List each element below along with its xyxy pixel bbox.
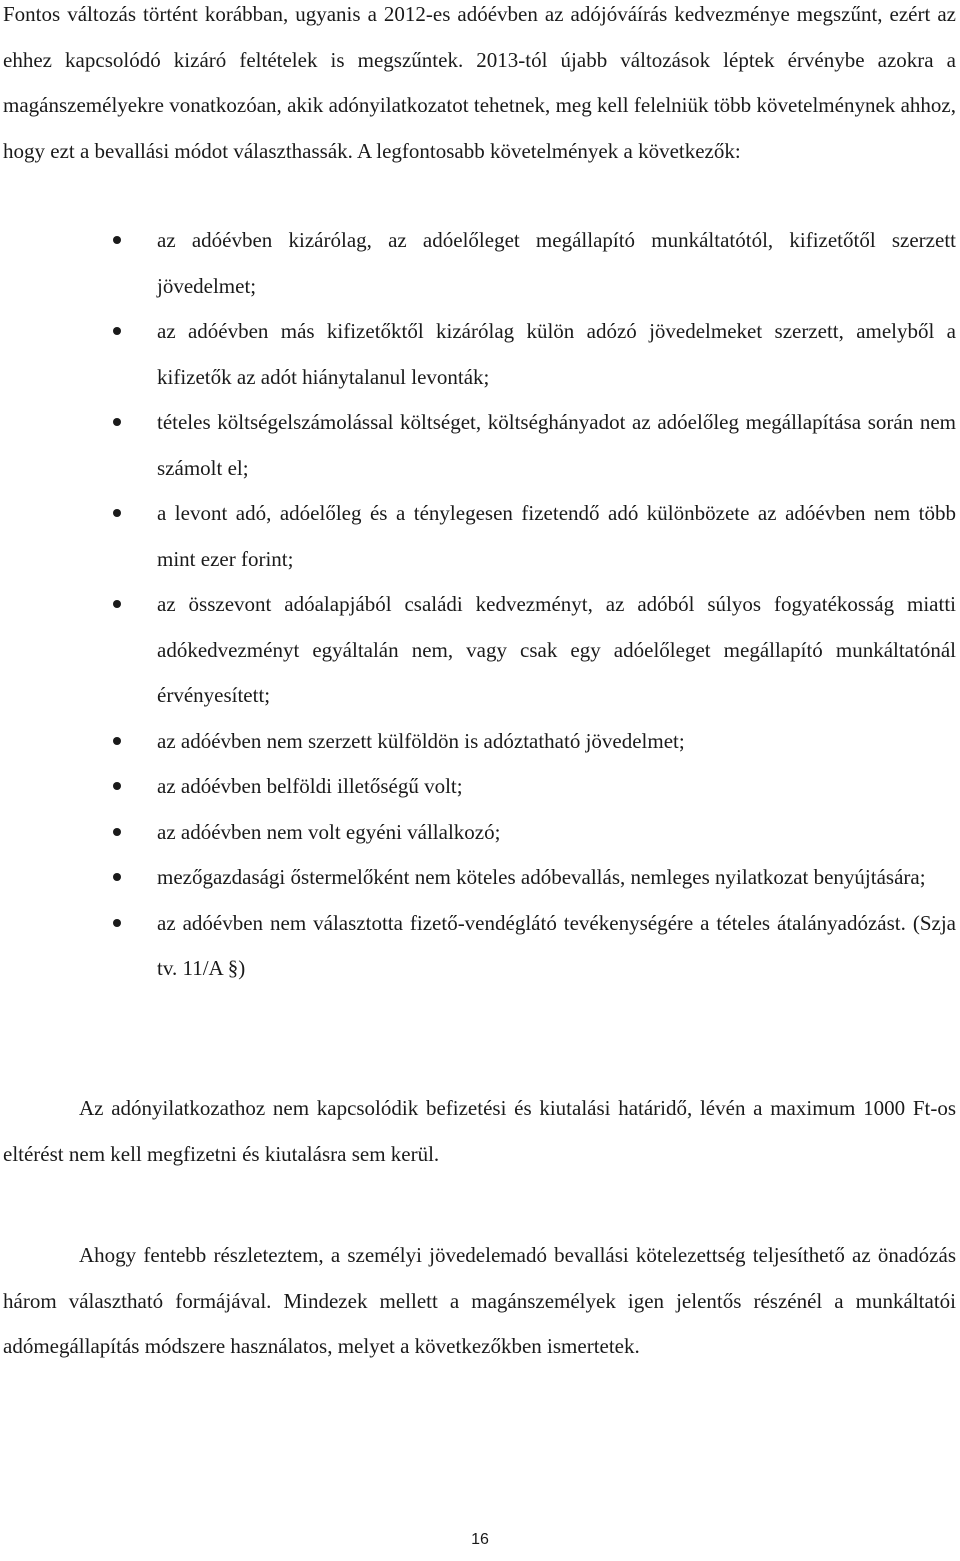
list-item-text: az adóévben nem választotta fizető-vendéglátó tevékenységére a tételes átalányadózást. (Szja tv. 11/A §) xyxy=(157,910,956,980)
list-item xyxy=(0,764,956,810)
bullet-icon xyxy=(113,919,121,927)
requirements-list xyxy=(0,218,956,992)
list-item-text: tételes költségelszámolással költséget, költséghányadot az adóelőleg megállapítása során nem számolt el; xyxy=(157,410,956,480)
list-item xyxy=(0,491,956,582)
list-item-text: az adóévben kizárólag, az adóelőleget megállapító munkáltatótól, kifizetőtől szerzett jövedelmet; xyxy=(157,228,956,298)
list-item-text: a levont adó, adóelőleg és a ténylegesen fizetendő adó különbözete az adóévben nem több mint ezer forint; xyxy=(157,501,956,571)
page-number: 16 xyxy=(471,1531,489,1548)
bullet-icon xyxy=(113,327,121,335)
list-item xyxy=(0,218,956,309)
bullet-icon xyxy=(113,600,121,608)
list-item-text: az összevont adóalapjából családi kedvezményt, az adóból súlyos fogyatékosság miatti adókedvezményt egyáltalán nem, vagy csak egy adóelőleget megállapító munkáltatónál érvényesített; xyxy=(157,592,956,707)
paragraph-deadline: Az adónyilatkozathoz nem kapcsolódik befizetési és kiutalási határidő, lévén a maximum 1000 Ft-os eltérést nem kell megfizetni és kiutalásra sem kerül. xyxy=(3,1096,956,1166)
list-item xyxy=(0,582,956,719)
intro-paragraph: Fontos változás történt korábban, ugyanis a 2012-es adóévben az adójóváírás kedvezménye megszűnt, ezért az ehhez kapcsolódó kizáró feltételek is megszűntek. 2013-tól újabb változások léptek érvénybe azokra a magánszemélyekre vonatkozóan, akik adónyilatkozatot tehetnek, meg kell felelniük több követelménynek ahhoz, hogy ezt a bevallási módot választhassák. A legfontosabb követelmények a következők: xyxy=(3,2,956,163)
bullet-icon xyxy=(113,873,121,881)
list-item-text: az adóévben nem szerzett külföldön is adóztatható jövedelmet; xyxy=(157,728,685,753)
list-item-text: mezőgazdasági őstermelőként nem köteles adóbevallás, nemleges nyilatkozat benyújtására; xyxy=(157,865,926,889)
paragraph-summary: Ahogy fentebb részleteztem, a személyi jövedelemadó bevallási kötelezettség teljesíthető az önadózás három választható formájával. Mindezek mellett a magánszemélyek igen jelentős részénél a munkáltatói adómegállapítás módszere használatos, melyet a következőkben ismertetek. xyxy=(3,1243,956,1358)
bullet-icon xyxy=(113,828,121,836)
bullet-icon xyxy=(113,737,121,745)
bullet-icon xyxy=(113,236,121,244)
bullet-icon xyxy=(113,418,121,426)
list-item-text: az adóévben más kifizetőktől kizárólag külön adózó jövedelmeket szerzett, amelyből a kifizetők az adót hiánytalanul levonták; xyxy=(157,319,956,389)
bullet-icon xyxy=(113,782,121,790)
list-item-text: az adóévben belföldi illetőségű volt; xyxy=(157,774,463,798)
list-item xyxy=(0,855,956,901)
list-item xyxy=(0,901,956,992)
list-item xyxy=(0,810,956,856)
list-item xyxy=(0,719,956,765)
bullet-icon xyxy=(113,509,121,517)
list-item-text: az adóévben nem volt egyéni vállalkozó; xyxy=(157,819,501,844)
list-item xyxy=(0,400,956,491)
list-item xyxy=(0,309,956,400)
